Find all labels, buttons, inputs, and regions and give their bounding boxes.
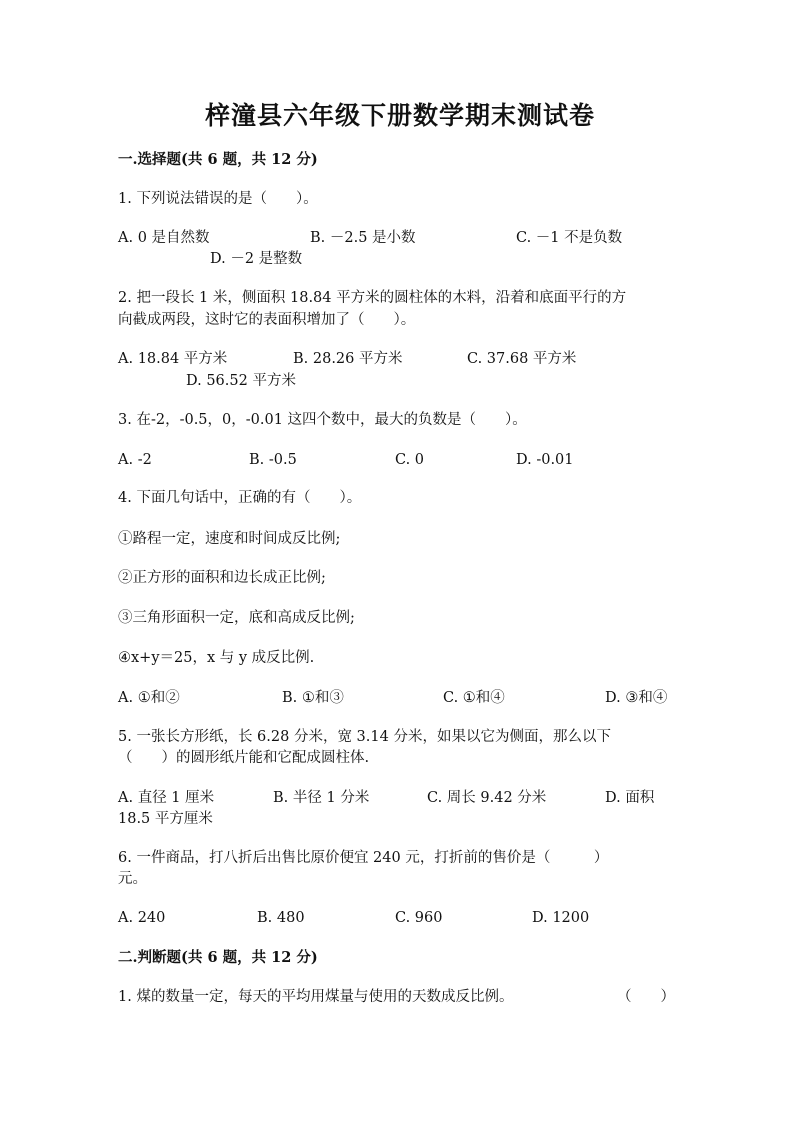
- question-6-option-b: B. 480: [257, 910, 305, 926]
- question-6-text-line-2: 元。: [118, 871, 147, 887]
- question-4-statement-4: ④x+y＝25，x 与 y 成反比例.: [118, 650, 315, 666]
- question-3-option-d: D. -0.01: [516, 452, 574, 468]
- question-4-text: 4. 下面几句话中，正确的有（ ）。: [118, 490, 362, 506]
- question-4-option-b: B. ①和③: [282, 690, 344, 706]
- question-1-option-b: B. －2.5 是小数: [310, 230, 416, 246]
- question-6-option-d: D. 1200: [532, 910, 590, 926]
- question-4-statement-2: ②正方形的面积和边长成正比例;: [118, 570, 326, 586]
- question-1-option-d: D. －2 是整数: [210, 251, 303, 267]
- question-4-option-c: C. ①和④: [443, 690, 505, 706]
- question-2-text-line-2: 向截成两段，这时它的表面积增加了（ ）。: [118, 312, 416, 328]
- question-6-option-a: A. 240: [118, 910, 166, 926]
- question-2-option-d: D. 56.52 平方米: [186, 373, 296, 389]
- question-3-option-a: A. -2: [118, 452, 152, 468]
- question-5-option-c: C. 周长 9.42 分米: [427, 790, 547, 806]
- question-5-text-line-2: （ ）的圆形纸片能和它配成圆柱体.: [118, 750, 370, 766]
- question-4-statement-1: ①路程一定，速度和时间成反比例;: [118, 531, 341, 547]
- section-heading-choice: 一.选择题(共 6 题，共 12 分): [118, 151, 318, 168]
- question-2-option-b: B. 28.26 平方米: [293, 351, 403, 367]
- question-5-option-d-continued: 18.5 平方厘米: [118, 811, 213, 827]
- question-2-option-c: C. 37.68 平方米: [467, 351, 577, 367]
- question-5-option-a: A. 直径 1 厘米: [118, 790, 215, 806]
- judge-1-answer-blank: （ ）: [617, 989, 675, 1005]
- question-6-option-c: C. 960: [395, 910, 443, 926]
- page-title: 梓潼县六年级下册数学期末测试卷: [204, 101, 595, 130]
- question-4-option-a: A. ①和②: [118, 690, 180, 706]
- question-3-option-c: C. 0: [395, 452, 425, 468]
- question-1-option-a: A. 0 是自然数: [118, 230, 210, 246]
- question-1-option-c: C. －1 不是负数: [516, 230, 623, 246]
- question-3-text: 3. 在-2，-0.5，0，-0.01 这四个数中，最大的负数是（ ）。: [118, 412, 527, 428]
- section-heading-judge: 二.判断题(共 6 题，共 12 分): [118, 949, 318, 966]
- question-5-option-b: B. 半径 1 分米: [273, 790, 370, 806]
- question-2-option-a: A. 18.84 平方米: [118, 351, 228, 367]
- question-3-option-b: B. -0.5: [249, 452, 297, 468]
- question-5-option-d: D. 面积: [605, 790, 655, 806]
- question-2-text-line-1: 2. 把一段长 1 米，侧面积 18.84 平方米的圆柱体的木料，沿着和底面平行的方: [118, 290, 627, 306]
- question-4-option-d: D. ③和④: [605, 690, 668, 706]
- question-1-text: 1. 下列说法错误的是（ ）。: [118, 191, 318, 207]
- question-6-text-line-1: 6. 一件商品，打八折后出售比原价便宜 240 元，打折前的售价是（ ）: [118, 850, 609, 866]
- question-4-statement-3: ③三角形面积一定，底和高成反比例;: [118, 610, 355, 626]
- question-5-text-line-1: 5. 一张长方形纸，长 6.28 分米，宽 3.14 分米，如果以它为侧面，那么以下: [118, 729, 611, 745]
- judge-1-text: 1. 煤的数量一定，每天的平均用煤量与使用的天数成反比例。: [118, 989, 514, 1005]
